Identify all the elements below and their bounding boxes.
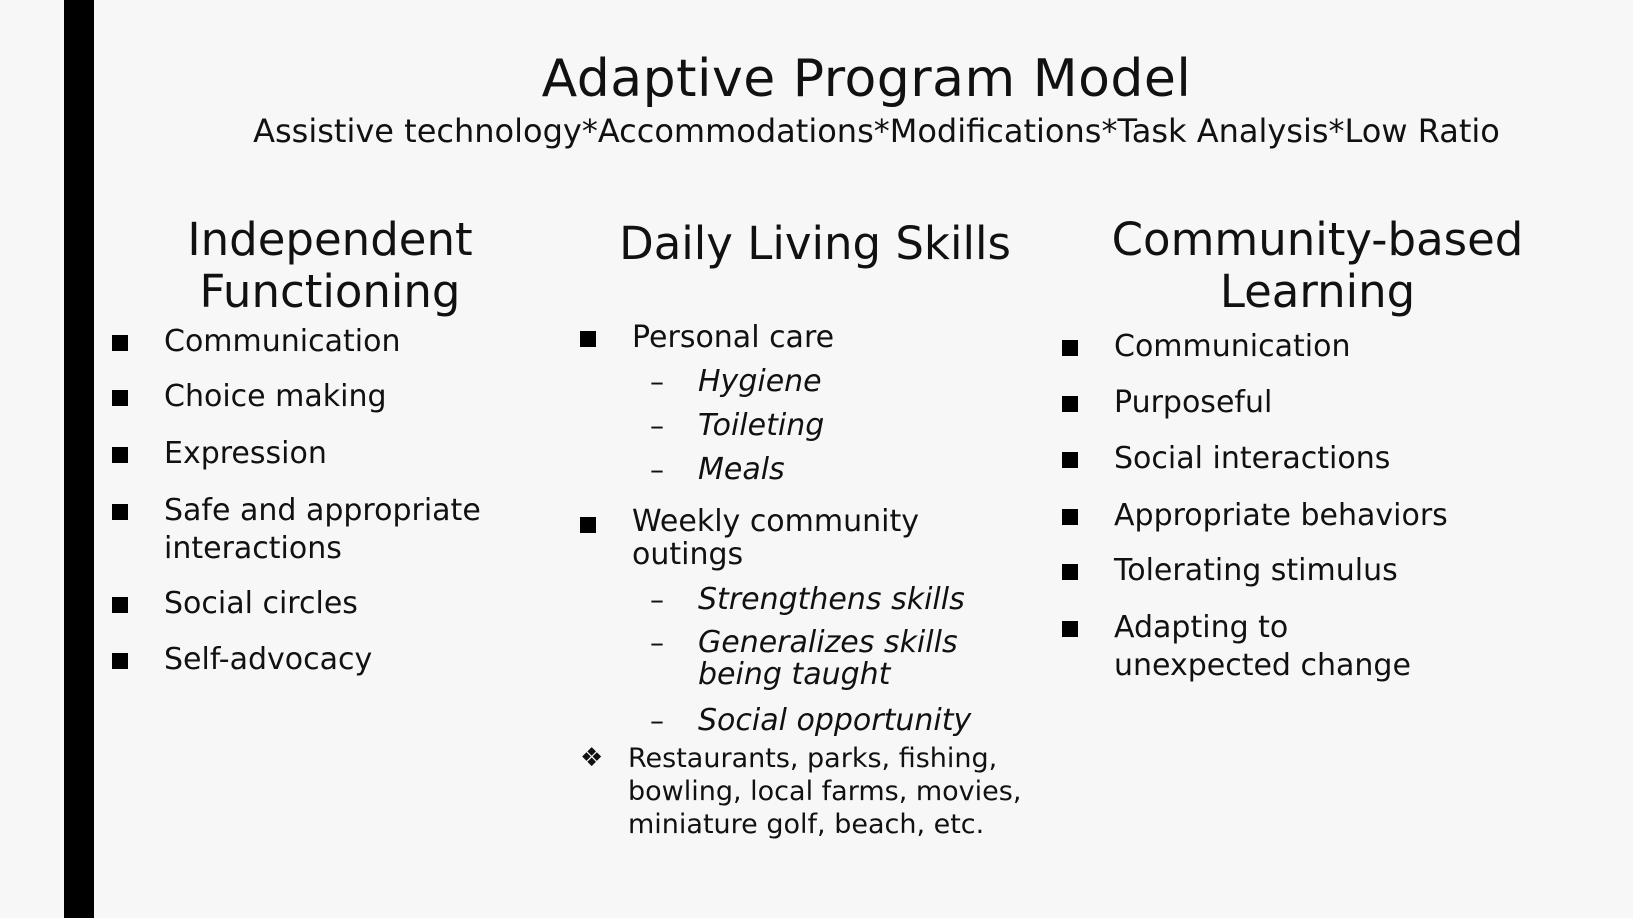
dash-bullet: – — [650, 409, 664, 442]
square-bullet-icon — [1062, 440, 1096, 481]
list-item-text: Choice making — [164, 379, 387, 414]
heading-line-1: Community-based — [1111, 213, 1524, 266]
list-item-text: Appropriate behaviors — [1114, 498, 1448, 533]
square-bullet-icon — [1062, 384, 1096, 425]
square-bullet-icon — [1062, 497, 1096, 538]
sub-list-item-text: Hygiene — [698, 364, 822, 399]
sub-list-item-text: Meals — [698, 452, 785, 487]
square-bullet-icon — [112, 492, 146, 533]
sub-list-item-text: Toileting — [698, 408, 825, 443]
left-accent-bar — [64, 0, 94, 918]
heading-line-2: Functioning — [199, 265, 461, 318]
list-item-text: Weekly community outings — [632, 504, 919, 572]
heading-line-2: Learning — [1219, 265, 1416, 318]
slide-title: Adaptive Program Model — [541, 49, 1192, 109]
dash-bullet: – — [650, 365, 664, 398]
list-item-text: Self-advocacy — [164, 642, 373, 677]
dash-bullet: – — [650, 583, 664, 616]
sub-list-item-text: Strengthens skills — [698, 582, 965, 617]
dash-bullet: – — [650, 453, 664, 486]
square-bullet-icon — [112, 641, 146, 682]
square-bullet-icon — [1062, 552, 1096, 593]
list-item-text: Safe and appropriate interactions — [164, 493, 481, 566]
list-item-text: Social interactions — [1114, 441, 1391, 476]
square-bullet-icon — [580, 505, 614, 546]
square-bullet-icon — [112, 585, 146, 626]
slide-subtitle: Assistive technology*Accommodations*Modifications*Task Analysis*Low Ratio — [253, 112, 1500, 150]
list-item-text: Restaurants, parks, fishing, bowling, local farms, movies, miniature golf, beach, etc. — [628, 743, 1022, 840]
square-bullet-icon — [112, 435, 146, 476]
square-bullet-icon — [580, 319, 614, 360]
list-item-text: Communication — [164, 324, 401, 359]
square-bullet-icon — [1062, 328, 1096, 369]
list-item-text: Personal care — [632, 320, 835, 355]
heading-line-1: Independent — [187, 213, 473, 266]
list-item-text: Adapting to unexpected change — [1114, 610, 1411, 683]
sub-list-item-text: Generalizes skills being taught — [698, 625, 958, 692]
column-heading-community-based-learning — [1080, 214, 1555, 318]
list-item-text: Purposeful — [1114, 385, 1273, 420]
list-item-text: Expression — [164, 436, 327, 471]
square-bullet-icon — [112, 378, 146, 419]
square-bullet-icon — [112, 323, 146, 364]
square-bullet-icon — [1062, 609, 1096, 650]
list-item-text: Tolerating stimulus — [1114, 553, 1398, 588]
dash-bullet: – — [650, 704, 664, 737]
dash-bullet: – — [650, 626, 664, 659]
sub-list-item-text: Social opportunity — [698, 703, 972, 738]
list-item-text: Social circles — [164, 586, 358, 621]
column-heading-daily-living-skills: Daily Living Skills — [619, 217, 1011, 270]
diamond-bullet-icon: ❖ — [580, 743, 604, 773]
column-heading-independent-functioning — [150, 214, 510, 318]
list-item-text: Communication — [1114, 329, 1351, 364]
